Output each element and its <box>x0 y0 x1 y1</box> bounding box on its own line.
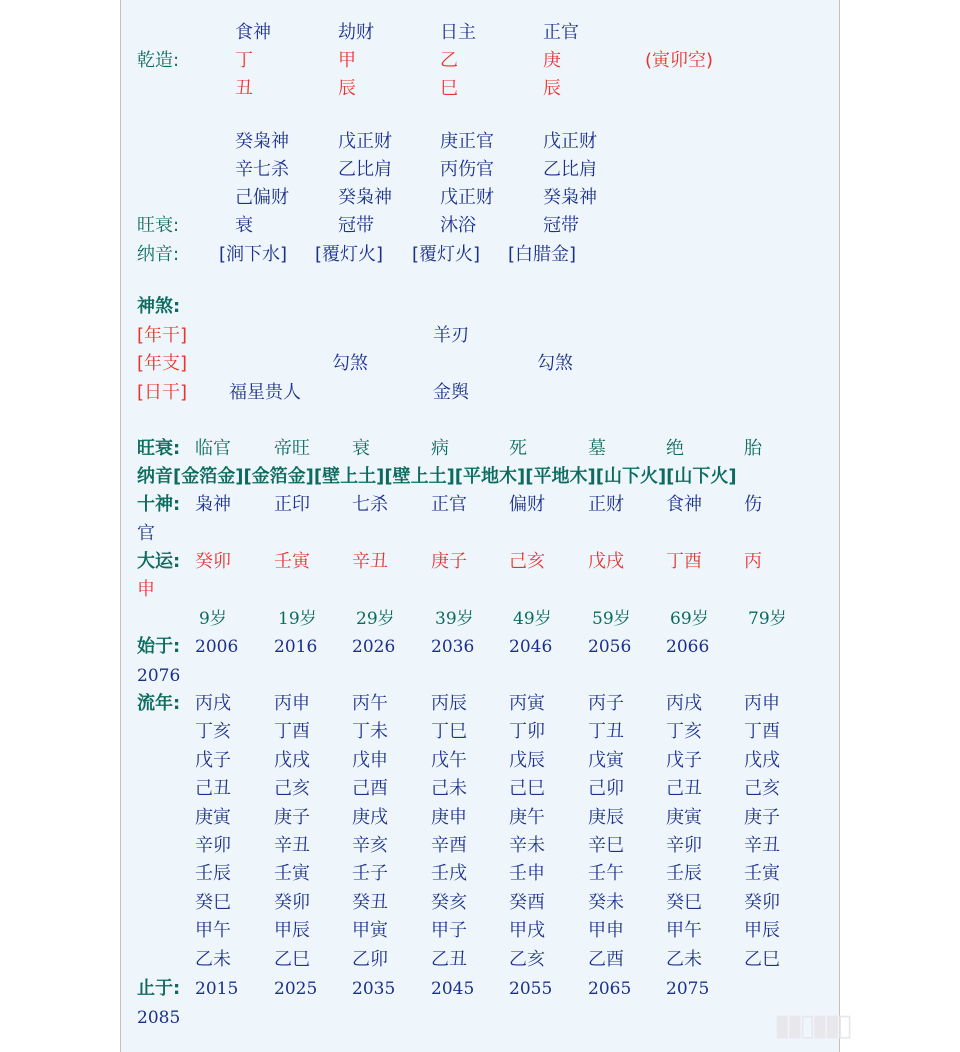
dayun-pillar: 戊戌 <box>588 551 624 572</box>
shensha-item: 勾煞 <box>537 353 573 374</box>
liunian-cell: 己丑 <box>666 778 702 800</box>
liunian-cell: 庚申 <box>431 806 467 828</box>
liunian-cell: 乙卯 <box>352 948 388 970</box>
dayun-pillar: 壬寅 <box>274 551 310 572</box>
liunian-cell: 癸卯 <box>274 891 310 913</box>
dayun-age: 59岁 <box>592 609 631 629</box>
liunian-cell: 庚午 <box>509 806 545 828</box>
liunian-cell: 乙巳 <box>274 948 310 970</box>
canggan-cell: 丙伤官 <box>440 159 494 180</box>
end-wrap: 2085 <box>137 1008 181 1028</box>
dayun-age: 39岁 <box>435 609 474 629</box>
dayun-wangshuai: 胎 <box>744 438 762 459</box>
dayun-shishen: 正财 <box>588 494 624 515</box>
liunian-cell: 癸卯 <box>744 891 780 913</box>
shensha-item: 羊刃 <box>433 325 469 346</box>
start-year: 2026 <box>352 637 396 657</box>
tiangan: 庚 <box>543 50 561 71</box>
nayin-value: [涧下水] <box>219 244 288 265</box>
shensha-title: 神煞: <box>137 296 181 317</box>
canggan-cell: 己偏财 <box>235 187 289 208</box>
liunian-cell: 癸巳 <box>666 891 702 913</box>
wangshuai-value: 冠带 <box>338 215 374 236</box>
start-year: 2036 <box>431 637 475 657</box>
start-year: 2046 <box>509 637 553 657</box>
tiangan: 乙 <box>440 50 458 71</box>
qianzao-label: 乾造: <box>137 50 180 71</box>
liunian-cell: 甲申 <box>588 920 624 942</box>
dayun-age: 69岁 <box>670 609 709 629</box>
liunian-cell: 己未 <box>431 778 467 800</box>
liunian-cell: 戊申 <box>352 749 388 771</box>
liunian-cell: 庚子 <box>744 806 780 828</box>
liunian-cell: 壬辰 <box>666 863 702 885</box>
liunian-cell: 壬子 <box>352 863 388 885</box>
nayin-value: [覆灯火] <box>315 244 384 265</box>
liunian-cell: 己酉 <box>352 778 388 800</box>
canggan-cell: 戊正财 <box>440 187 494 208</box>
end-year: 2065 <box>588 979 632 999</box>
liunian-cell: 癸亥 <box>431 891 467 913</box>
liunian-cell: 庚寅 <box>195 806 231 828</box>
liunian-cell: 庚子 <box>274 806 310 828</box>
end-year: 2045 <box>431 979 475 999</box>
liunian-cell: 丁亥 <box>666 721 702 743</box>
dayun-label: 大运: <box>137 551 181 572</box>
wangshuai-value: 衰 <box>235 215 253 236</box>
end-year: 2055 <box>509 979 553 999</box>
dizhi: 辰 <box>338 78 356 99</box>
nayin-value: [白腊金] <box>508 244 577 265</box>
canggan-cell: 癸枭神 <box>235 131 289 152</box>
nayin-value: [覆灯火] <box>412 244 481 265</box>
dayun-shishen-label: 十神: <box>137 494 181 515</box>
liunian-cell: 辛未 <box>509 835 545 856</box>
dayun-wangshuai: 病 <box>431 438 449 459</box>
liunian-cell: 壬申 <box>509 863 545 885</box>
dayun-age: 19岁 <box>278 609 317 629</box>
liunian-cell: 庚寅 <box>666 806 702 828</box>
dayun-nayin-line: 纳音[金箔金][金箔金][壁上土][壁上土][平地木][平地木][山下火][山下火] <box>137 466 737 487</box>
shishen-header: 食神 <box>235 22 271 43</box>
watermark: ▮▮▯▮▮▯ <box>774 1008 850 1043</box>
liunian-cell: 辛丑 <box>274 835 310 856</box>
liunian-cell: 戊戌 <box>274 749 310 771</box>
start-wrap: 2076 <box>137 666 181 686</box>
liunian-cell: 辛卯 <box>195 835 231 856</box>
dayun-pillar: 丙 <box>744 551 762 572</box>
start-year: 2016 <box>274 637 318 657</box>
liunian-cell: 己巳 <box>509 778 545 800</box>
liunian-cell: 辛巳 <box>588 835 624 856</box>
end-year: 2035 <box>352 979 396 999</box>
dizhi: 丑 <box>235 78 253 99</box>
liunian-cell: 己亥 <box>744 778 780 800</box>
dayun-shishen: 正官 <box>431 494 467 515</box>
liunian-cell: 甲午 <box>666 920 702 942</box>
dayun-shishen: 枭神 <box>195 494 231 515</box>
liunian-cell: 己丑 <box>195 778 231 800</box>
liunian-cell: 癸未 <box>588 891 624 913</box>
canggan-cell: 戊正财 <box>338 131 392 152</box>
shensha-row-label: [年干] <box>137 325 188 346</box>
dayun-wrap: 申 <box>137 579 155 600</box>
canggan-cell: 乙比肩 <box>543 159 597 180</box>
shishen-header: 劫财 <box>338 22 374 43</box>
end-year: 2025 <box>274 979 318 999</box>
liunian-cell: 丙戌 <box>666 693 702 714</box>
wangshuai-value: 冠带 <box>543 215 579 236</box>
shishen-header: 日主 <box>440 22 476 43</box>
liunian-cell: 癸巳 <box>195 891 231 913</box>
liunian-cell: 辛卯 <box>666 835 702 856</box>
liunian-cell: 丙子 <box>588 693 624 714</box>
liunian-cell: 壬戌 <box>431 863 467 885</box>
canggan-cell: 乙比肩 <box>338 159 392 180</box>
liunian-cell: 庚戌 <box>352 806 388 828</box>
start-year: 2006 <box>195 637 239 657</box>
shensha-row-label: [日干] <box>137 382 188 403</box>
liunian-cell: 戊子 <box>666 749 702 771</box>
liunian-cell: 甲戌 <box>509 920 545 942</box>
dayun-age: 79岁 <box>748 609 787 629</box>
liunian-cell: 乙丑 <box>431 948 467 970</box>
liunian-cell: 丙辰 <box>431 693 467 714</box>
liunian-cell: 甲辰 <box>744 920 780 942</box>
shensha-item: 勾煞 <box>332 353 368 374</box>
start-year: 2066 <box>666 637 710 657</box>
liunian-cell: 丙戌 <box>195 693 231 714</box>
liunian-cell: 辛丑 <box>744 835 780 856</box>
liunian-cell: 丙寅 <box>509 693 545 714</box>
liunian-cell: 丁酉 <box>744 721 780 743</box>
canggan-cell: 庚正官 <box>440 131 494 152</box>
wangshuai-label: 旺衰: <box>137 215 180 236</box>
canggan-cell: 癸枭神 <box>543 187 597 208</box>
liunian-cell: 甲子 <box>431 920 467 942</box>
dayun-age: 29岁 <box>356 609 395 629</box>
dayun-wangshuai: 绝 <box>666 438 684 459</box>
liunian-cell: 戊戌 <box>744 749 780 771</box>
dayun-shishen: 伤 <box>744 494 762 515</box>
liunian-cell: 乙巳 <box>744 948 780 970</box>
liunian-cell: 癸酉 <box>509 891 545 913</box>
canggan-cell: 癸枭神 <box>338 187 392 208</box>
liunian-cell: 丁巳 <box>431 721 467 743</box>
liunian-cell: 辛酉 <box>431 835 467 856</box>
dayun-pillar: 丁酉 <box>666 551 702 572</box>
liunian-cell: 癸丑 <box>352 891 388 913</box>
canggan-cell: 辛七杀 <box>235 159 289 180</box>
liunian-cell: 丁丑 <box>588 721 624 743</box>
dayun-wangshuai: 帝旺 <box>274 438 310 459</box>
wangshuai-value: 沐浴 <box>440 215 476 236</box>
shishen-header: 正官 <box>543 22 579 43</box>
canggan-cell: 戊正财 <box>543 131 597 152</box>
dayun-pillar: 庚子 <box>431 551 467 572</box>
liunian-cell: 甲午 <box>195 920 231 942</box>
tiangan: 甲 <box>338 50 356 71</box>
shensha-row-label: [年支] <box>137 353 188 374</box>
shensha-item: 金舆 <box>433 382 469 403</box>
liunian-cell: 己卯 <box>588 778 624 800</box>
dayun-pillar: 辛丑 <box>352 551 388 572</box>
dayun-wangshuai: 死 <box>509 438 527 459</box>
liunian-cell: 庚辰 <box>588 806 624 828</box>
liunian-cell: 丁酉 <box>274 721 310 743</box>
tiangan: 丁 <box>235 50 253 71</box>
liunian-cell: 丁未 <box>352 721 388 743</box>
dizhi: 巳 <box>440 78 458 99</box>
nayin-label: 纳音: <box>137 244 180 265</box>
dayun-shishen: 正印 <box>274 494 310 515</box>
liunian-cell: 辛亥 <box>352 835 388 856</box>
end-year: 2075 <box>666 979 710 999</box>
dizhi: 辰 <box>543 78 561 99</box>
liunian-cell: 乙酉 <box>588 948 624 970</box>
dayun-age: 9岁 <box>199 609 227 629</box>
shensha-item: 福星贵人 <box>229 382 301 403</box>
liunian-cell: 甲寅 <box>352 920 388 942</box>
liunian-cell: 壬寅 <box>744 863 780 885</box>
liunian-label: 流年: <box>137 693 181 714</box>
kongwang: (寅卯空) <box>645 50 714 71</box>
dayun-wangshuai: 衰 <box>352 438 370 459</box>
end-year: 2015 <box>195 979 239 999</box>
bazi-panel <box>120 0 840 1052</box>
liunian-cell: 甲辰 <box>274 920 310 942</box>
liunian-cell: 戊午 <box>431 749 467 771</box>
start-label: 始于: <box>137 636 181 657</box>
liunian-cell: 壬辰 <box>195 863 231 885</box>
dayun-shishen-wrap: 官 <box>137 523 155 544</box>
liunian-cell: 戊子 <box>195 749 231 771</box>
liunian-cell: 戊寅 <box>588 749 624 771</box>
end-label: 止于: <box>137 978 181 999</box>
dayun-shishen: 食神 <box>666 494 702 515</box>
liunian-cell: 乙亥 <box>509 948 545 970</box>
liunian-cell: 丙申 <box>274 693 310 714</box>
liunian-cell: 丙申 <box>744 693 780 714</box>
dayun-wangshuai: 墓 <box>588 438 606 459</box>
liunian-cell: 乙未 <box>666 948 702 970</box>
dayun-pillar: 己亥 <box>509 551 545 572</box>
liunian-cell: 乙未 <box>195 948 231 970</box>
dayun-shishen: 七杀 <box>352 494 388 515</box>
liunian-cell: 丁卯 <box>509 721 545 743</box>
liunian-cell: 丙午 <box>352 693 388 714</box>
start-year: 2056 <box>588 637 632 657</box>
dayun-age: 49岁 <box>513 609 552 629</box>
liunian-cell: 己亥 <box>274 778 310 800</box>
dayun-pillar: 癸卯 <box>195 551 231 572</box>
dayun-wangshuai-label: 旺衰: <box>137 438 181 459</box>
liunian-cell: 壬寅 <box>274 863 310 885</box>
liunian-cell: 戊辰 <box>509 749 545 771</box>
dayun-wangshuai: 临官 <box>195 438 231 459</box>
dayun-shishen: 偏财 <box>509 494 545 515</box>
liunian-cell: 丁亥 <box>195 721 231 743</box>
liunian-cell: 壬午 <box>588 863 624 885</box>
